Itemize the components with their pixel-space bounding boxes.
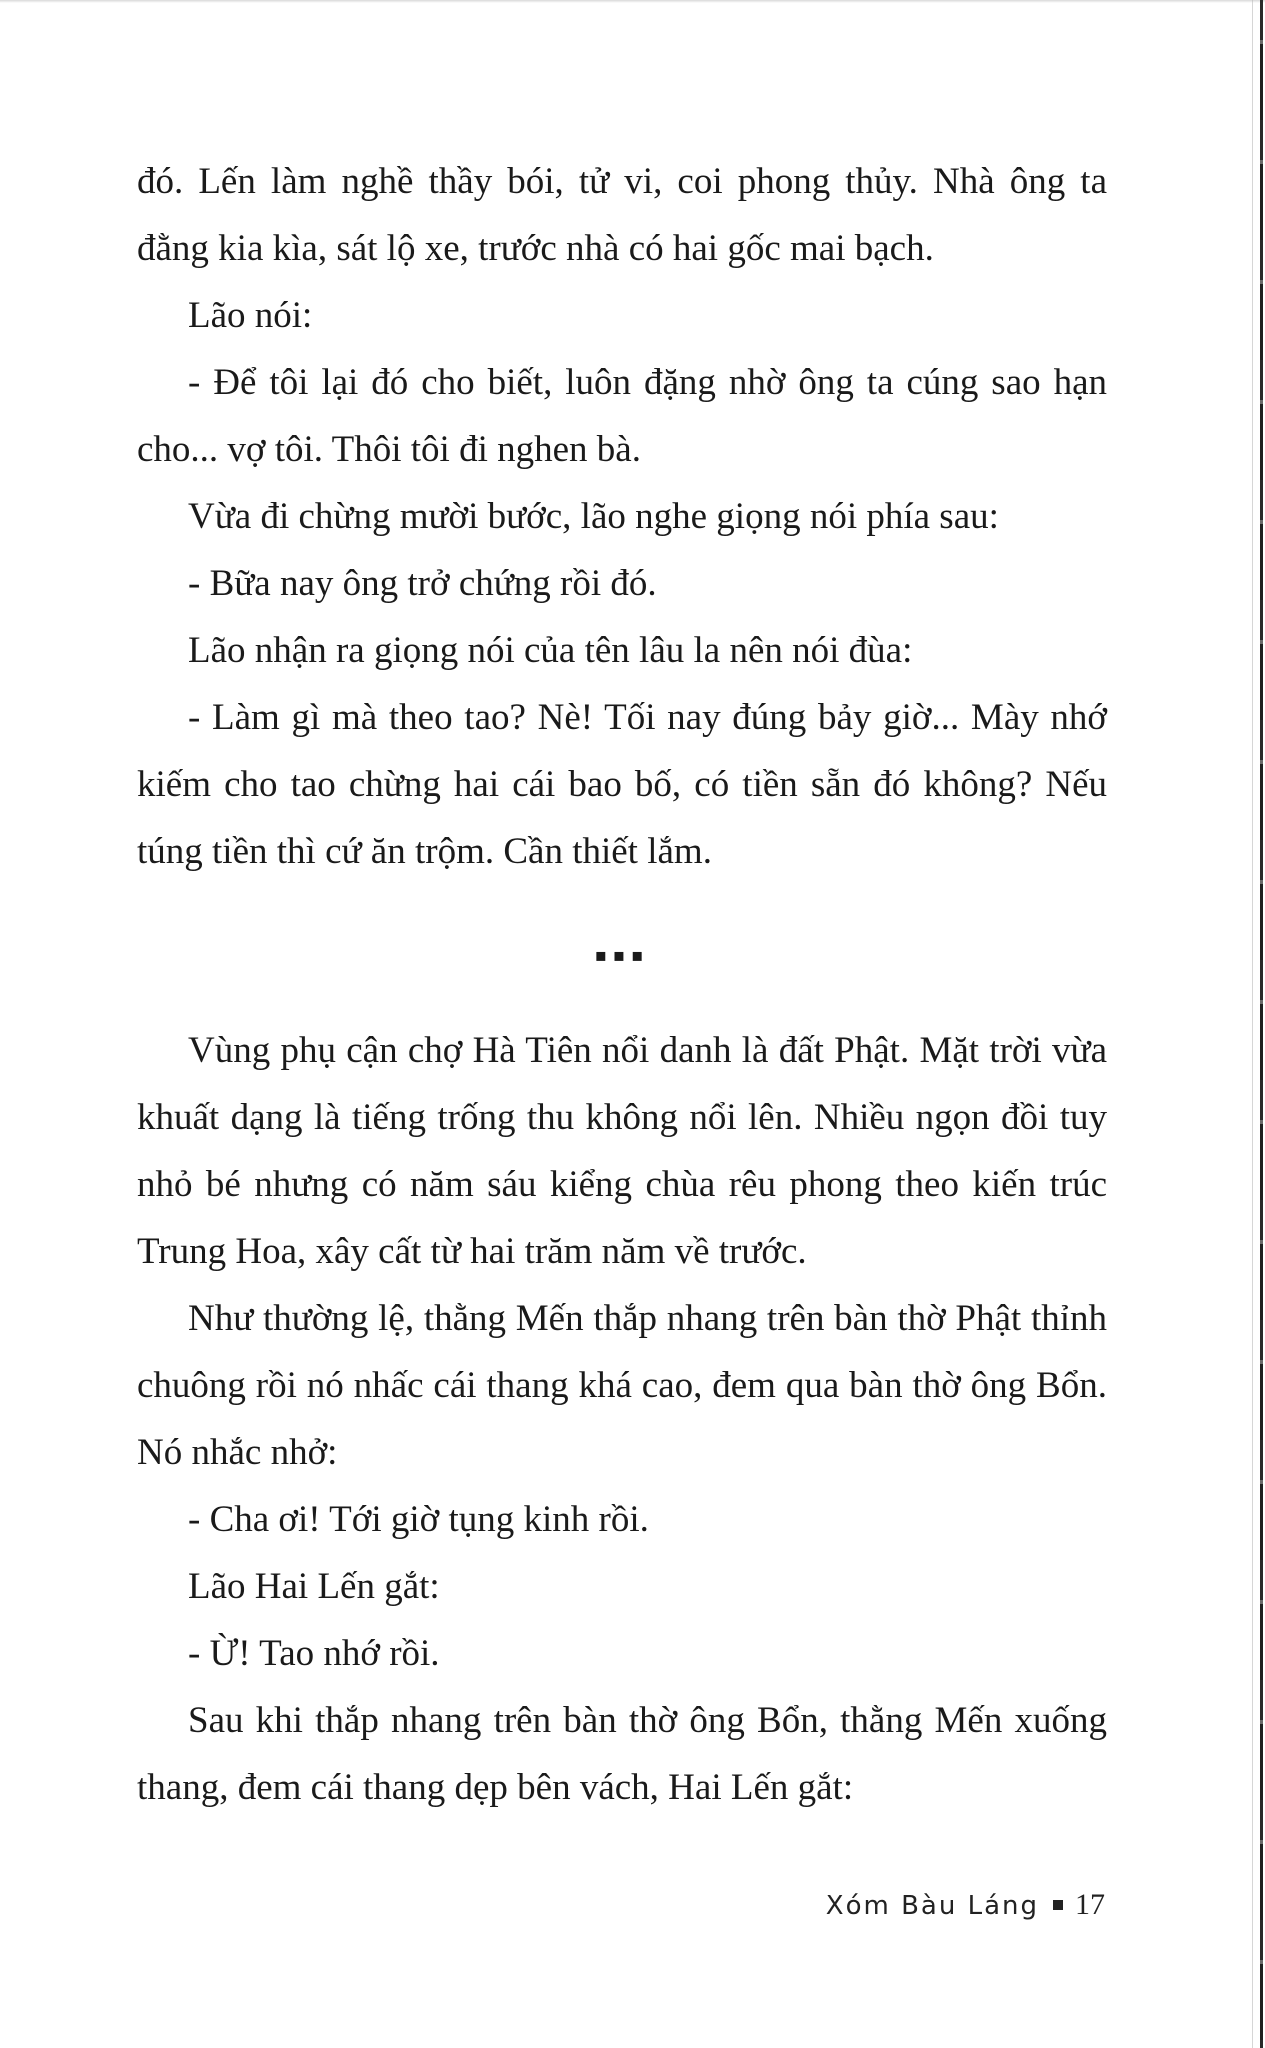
scene-break [137,885,1107,1017]
paragraph: Vừa đi chừng mười bước, lão nghe giọng nói phía sau: [188,496,999,537]
dialogue-line: - Cha ơi! Tới giờ tụng kinh rồi. [188,1499,649,1540]
paragraph: Lão nói: [188,295,313,336]
dialogue-line: - Để tôi lại đó cho biết, luôn đặng nhờ ông ta cúng sao hạn cho... vợ tôi. Thôi tôi đi nghen bà. [137,362,1107,470]
scan-edge-border [1260,0,1263,2048]
footer-separator-square [1053,1900,1063,1910]
paragraph: Lão nhận ra giọng nói của tên lâu la nên nói đùa: [188,630,913,671]
paragraph: Vùng phụ cận chợ Hà Tiên nổi danh là đất Phật. Mặt trời vừa khuất dạng là tiếng trống thu không nổi lên. Nhiều ngọn đồi tuy nhỏ bé nhưng có năm sáu kiểng chùa rêu phong theo kiến trúc Trung Hoa, xây cất từ hai trăm năm về trước. [137,1030,1107,1272]
page-footer [826,1888,1105,1922]
paragraph: Lão Hai Lến gắt: [188,1566,440,1607]
body-text [137,148,1107,1821]
scan-shadow-line [1252,0,1253,2048]
dialogue-line: - Làm gì mà theo tao? Nè! Tối nay đúng bảy giờ... Mày nhớ kiếm cho tao chừng hai cái bao bố, có tiền sẵn đó không? Nếu túng tiền thì cứ ăn trộm. Cần thiết lắm. [137,697,1107,872]
scene-break-dots: ▪▪▪ [594,945,650,966]
dialogue-line: - Bữa nay ông trở chứng rồi đó. [188,563,657,604]
running-title: Xóm Bàu Láng [825,1891,1039,1921]
page-top-edge [0,0,1265,3]
page-number: 17 [1075,1888,1105,1921]
paragraph: đó. Lến làm nghề thầy bói, tử vi, coi phong thủy. Nhà ông ta đằng kia kìa, sát lộ xe, trước nhà có hai gốc mai bạch. [137,161,1107,269]
paragraph: Sau khi thắp nhang trên bàn thờ ông Bổn, thằng Mến xuống thang, đem cái thang dẹp bên vách, Hai Lến gắt: [137,1700,1107,1808]
paragraph: Như thường lệ, thằng Mến thắp nhang trên bàn thờ Phật thỉnh chuông rồi nó nhấc cái thang khá cao, đem qua bàn thờ ông Bổn. Nó nhắc nhở: [137,1298,1107,1473]
dialogue-line: - Ừ! Tao nhớ rồi. [188,1633,440,1674]
